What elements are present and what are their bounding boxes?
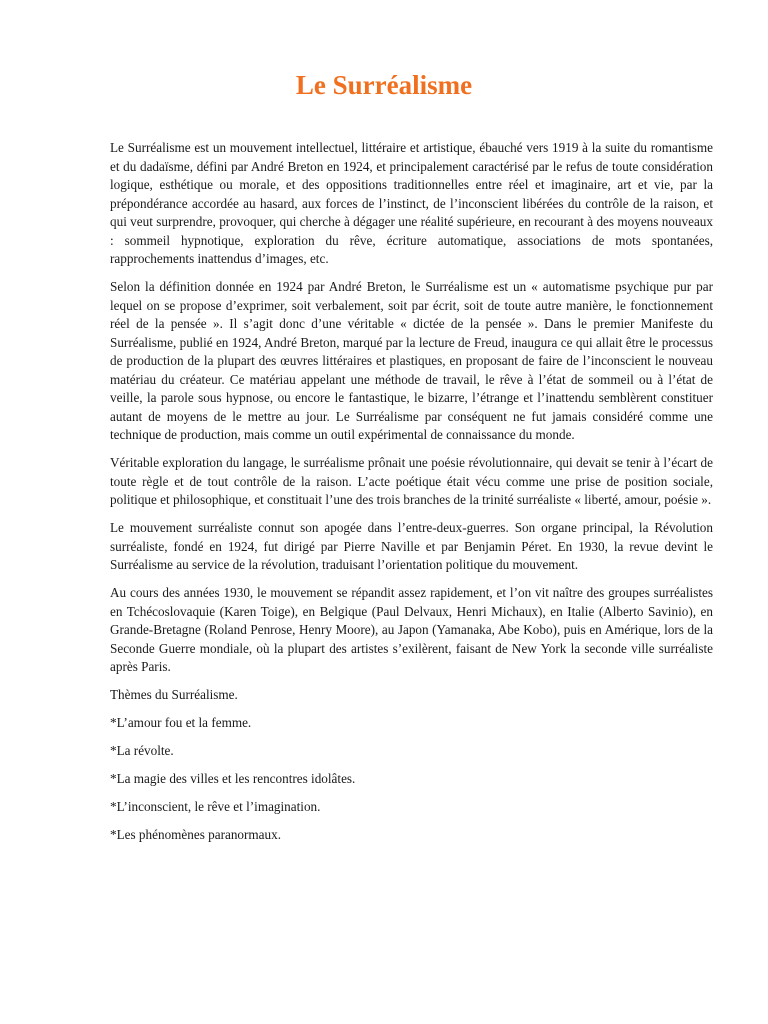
paragraph-apogee: Le mouvement surréaliste connut son apogée dans l’entre-deux-guerres. Son organe principal, la Révolution surréaliste, fondé en 1924, fut dirigé par Pierre Naville et par Benjamin Péret. En 1930, la revue devint le Surréalisme au service de la révolution, traduisant l’orientation politique du mouvement.: [110, 520, 713, 572]
paragraph-breton-definition: Selon la définition donnée en 1924 par André Breton, le Surréalisme est un « automatisme psychique pur par lequel on se propose d’exprimer, soit verbalement, soit par écrit, soit de toute autre manière, le fonctionnement réel de la pensée ». Il s’agit donc d’une véritable « dictée de la pensée ». Dans le premier Manifeste du Surréalisme, publié en 1924, André Breton, marqué par la lecture de Freud, inaugura ce qui allait être le processus de production de la plupart des œuvres littéraires et plastiques, en proposant de faire de l’inconscient le nouveau matériau du créateur. Ce matériau appelant une méthode de travail, le rêve à l’état de sommeil ou à l’état de veille, la parole sous hypnose, ou encore le fantastique, le bizarre, l’étrange et l’inattendu semblèrent constituer autant de moyens de le mettre au jour. Le Surréalisme par conséquent ne fut jamais considéré comme une technique de production, mais comme un outil expérimental de connaissance du monde.: [110, 279, 713, 442]
theme-item: *La magie des villes et les rencontres idolâtes.: [110, 771, 356, 786]
document-title: Le Surréalisme: [295, 70, 473, 100]
theme-item: *Les phénomènes paranormaux.: [110, 827, 282, 842]
paragraph-language: Véritable exploration du langage, le surréalisme prônait une poésie révolutionnaire, qui devait se tenir à l’écart de toute règle et de tout contrôle de la raison. L’acte poétique était vécu comme une prise de position sociale, politique et philosophique, et constituait l’une des trois branches de la trinité surréaliste « liberté, amour, poésie ».: [110, 455, 713, 507]
theme-item: *L’inconscient, le rêve et l’imagination.: [110, 799, 321, 814]
paragraph-spread: Au cours des années 1930, le mouvement se répandit assez rapidement, et l’on vit naître des groupes surréalistes en Tchécoslovaquie (Karen Toige), en Belgique (Paul Delvaux, Henri Michaux), en Italie (Alberto Savinio), en Grande-Bretagne (Roland Penrose, Henry Moore), au Japon (Yamanaka, Abe Kobo), puis en Amérique, lors de la Seconde Guerre mondiale, où la plupart des artistes s’exilèrent, faisant de New York la seconde ville surréaliste après Paris.: [110, 585, 713, 674]
theme-item: *La révolte.: [110, 743, 174, 758]
themes-heading: Thèmes du Surréalisme.: [110, 687, 238, 702]
theme-item: *L’amour fou et la femme.: [110, 715, 252, 730]
paragraph-definition: Le Surréalisme est un mouvement intellectuel, littéraire et artistique, ébauché vers 1919 à la suite du romantisme et du dadaïsme, défini par André Breton en 1924, et principalement caractérisé par le refus de toute considération logique, esthétique ou morale, et des oppositions traditionnelles entre réel et imaginaire, art et vie, par la prépondérance accordée au hasard, aux forces de l’instinct, de l’inconscient libérées du contrôle de la raison, et qui veut surprendre, provoquer, qui cherche à dégager une réalité supérieure, en recourant à des moyens nouveaux : sommeil hypnotique, exploration du rêve, écriture automatique, associations de mots spontanées, rapprochements inattendus d’images, etc.: [110, 140, 713, 266]
document-body: [110, 139, 713, 854]
